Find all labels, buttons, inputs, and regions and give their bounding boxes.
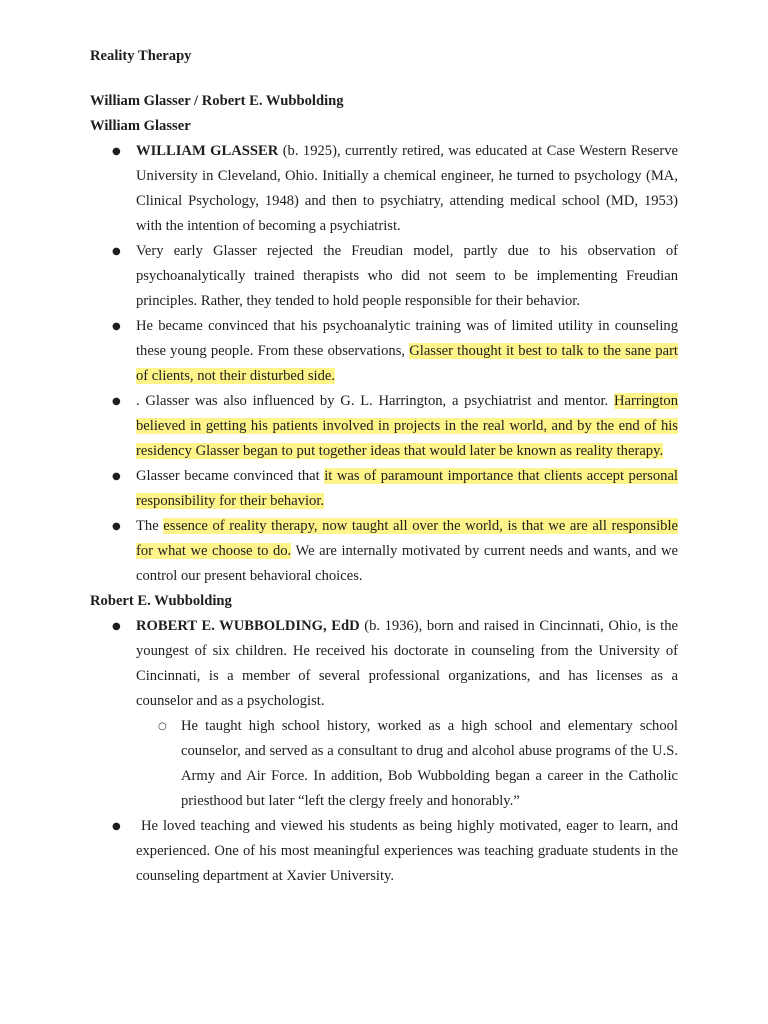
glasser-bullet-4: [90, 389, 678, 464]
bullet-text: The: [136, 518, 164, 534]
wubbolding-sub-list: [90, 714, 678, 814]
highlighted-text: essence of reality therapy, now taught all over the world, is that we are all responsible for what we choose to do.: [136, 518, 678, 559]
wubbolding-heading: Robert E. Wubbolding: [90, 593, 232, 609]
document-title: Reality Therapy: [90, 48, 192, 64]
wubbolding-bullet-1: [90, 614, 678, 814]
bullet-text: Very early Glasser rejected the Freudian model, partly due to his observation of psychoanalytically trained therapists who did not seem to be implementing Freudian principles. Rather, they tended to hold people responsible for their behavior.: [136, 243, 678, 309]
bullet-text: Glasser became convinced that: [136, 468, 325, 484]
bullet-text: (b. 1925), currently retired, was educated at Case Western Reserve University in Cleveland, Ohio. Initially a chemical engineer, he turned to psychology (MA, Clinical Psychology, 1948) and then to psychiatry, attending medical school (MD, 1953) with the intention of becoming a psychiatrist.: [136, 143, 678, 234]
highlighted-text: Harrington believed in getting his patients involved in projects in the real world, and by the end of his residency Glasser began to put together ideas that would later be known as reality therapy.: [136, 393, 678, 459]
bullet-text: He loved teaching and viewed his students as being highly motivated, eager to learn, and experienced. One of his most meaningful experiences was teaching graduate students in the counseling department at Xavier University.: [136, 818, 682, 884]
glasser-bullet-6: [90, 514, 678, 589]
wubbolding-sub-bullet: ○ He taught high school history, worked as a high school and elementary school counselor, and served as a consultant to drug and alcohol abuse programs of the U.S. Army and Air Force. In addition, Bob Wubbolding began a career in the Catholic priesthood but later “left the clergy freely and honorably.”: [90, 714, 678, 814]
bullet-bold-name: ROBERT E. WUBBOLDING, EdD: [136, 618, 360, 634]
glasser-heading: William Glasser: [90, 118, 191, 134]
bullet-bold-name: WILLIAM GLASSER: [136, 143, 279, 159]
glasser-bullet-3: [90, 314, 678, 389]
highlighted-text: it was of paramount importance that clients accept personal responsibility for their behavior.: [136, 468, 678, 509]
glasser-bullet-5: [90, 464, 678, 514]
bullet-text: He became convinced that his psychoanalytic training was of limited utility in counseling these young people. From these observations,: [136, 318, 678, 359]
glasser-bullet-2: [90, 239, 678, 314]
bullet-text-after: We are internally motivated by current needs and wants, and we control our present behavioral choices.: [136, 543, 678, 584]
document-page: [90, 44, 682, 889]
wubbolding-bullet-list: [90, 614, 682, 889]
bullet-text: . Glasser was also influenced by G. L. Harrington, a psychiatrist and mentor.: [136, 393, 614, 409]
authors-heading: William Glasser / Robert E. Wubbolding: [90, 93, 344, 109]
glasser-bullet-list: [90, 139, 678, 589]
glasser-bullet-1: [90, 139, 678, 239]
bullet-text: (b. 1936), born and raised in Cincinnati, Ohio, is the youngest of six children. He received his doctorate in counseling from the University of Cincinnati, is a member of several professional organizations, and has licenses as a counselor and as a psychologist.: [136, 618, 678, 709]
highlighted-text: Glasser thought it best to talk to the sane part of clients, not their disturbed side.: [136, 343, 678, 384]
wubbolding-bullet-2: [90, 814, 682, 889]
